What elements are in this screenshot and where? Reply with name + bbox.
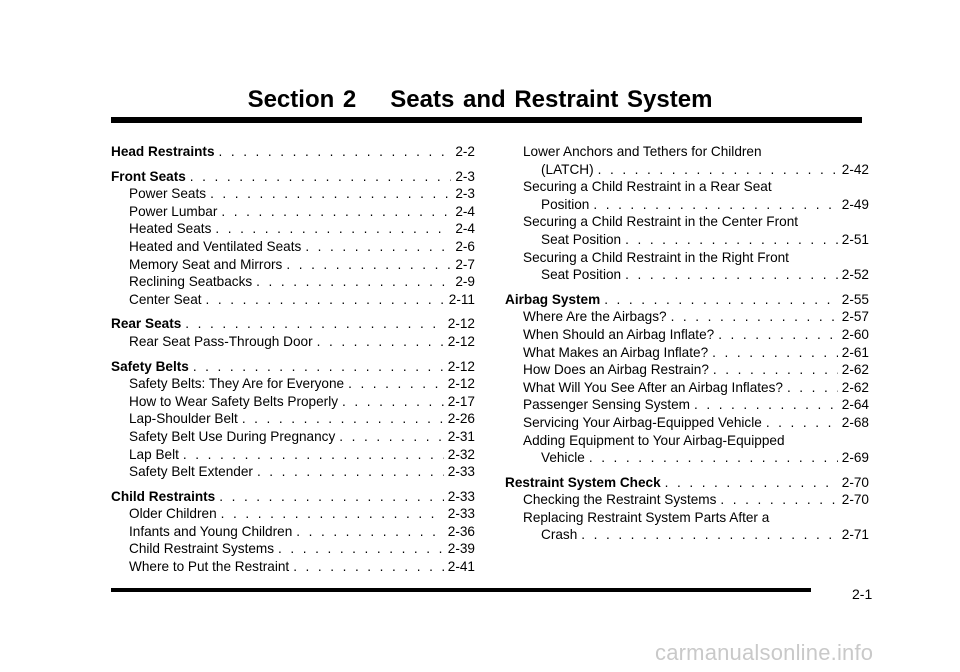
toc-entry xyxy=(111,463,475,481)
toc-entry-label: Where to Put the Restraint xyxy=(129,559,290,575)
dot-leader xyxy=(694,396,838,414)
toc-entry-page: 2-12 xyxy=(447,333,475,349)
toc-entry-label: Power Seats xyxy=(129,186,207,202)
toc-entry-page: 2-69 xyxy=(841,450,869,466)
toc-entry-label: Older Children xyxy=(129,506,217,522)
toc-entry xyxy=(505,213,869,248)
toc-entry-page: 2-57 xyxy=(841,309,869,325)
toc-entry-label: Head Restraints xyxy=(111,144,215,159)
toc-entry-label: Heated Seats xyxy=(129,221,212,237)
dot-leader xyxy=(589,449,838,467)
toc-entry-label: Child Restraint Systems xyxy=(129,541,275,557)
dot-leader xyxy=(219,143,452,161)
toc-entry xyxy=(505,178,869,213)
toc-entry-page: 2-62 xyxy=(841,379,869,395)
toc-entry-label-first-line: Adding Equipment to Your Airbag-Equipped xyxy=(523,432,785,448)
toc-entry xyxy=(505,344,869,362)
toc-entry xyxy=(505,326,869,344)
toc-entry-page: 2-4 xyxy=(455,203,475,219)
dot-leader xyxy=(221,505,444,523)
toc-entry-page: 2-51 xyxy=(841,231,869,247)
toc-entry xyxy=(505,379,869,397)
dot-leader xyxy=(317,333,444,351)
toc-entry-label: Center Seat xyxy=(129,291,202,307)
toc-entry-label: Safety Belt Extender xyxy=(129,464,253,480)
toc-entry xyxy=(111,428,475,446)
toc-entry xyxy=(505,396,869,414)
toc-entry xyxy=(505,491,869,509)
toc-entry-page: 2-2 xyxy=(455,144,475,159)
dot-leader xyxy=(712,344,838,362)
toc-entry-label-first-line: Replacing Restraint System Parts After a xyxy=(523,509,770,525)
toc-entry-page: 2-12 xyxy=(447,376,475,392)
dot-leader xyxy=(296,523,444,541)
toc-entry-label: Safety Belts: They Are for Everyone xyxy=(129,376,345,392)
dot-leader xyxy=(787,379,838,397)
page-title xyxy=(0,86,960,114)
toc-entry-page: 2-9 xyxy=(455,274,475,290)
toc-section-entry xyxy=(111,358,475,376)
toc-entry-page: 2-39 xyxy=(447,541,475,557)
toc-entry xyxy=(111,540,475,558)
toc-entry-page: 2-4 xyxy=(455,221,475,237)
toc-entry-page: 2-33 xyxy=(447,506,475,522)
toc-entry-page: 2-71 xyxy=(841,527,869,543)
toc-entry xyxy=(111,393,475,411)
toc-entry-label: Seat Position xyxy=(541,267,622,283)
dot-leader xyxy=(293,558,444,576)
toc-entry-page: 2-55 xyxy=(841,291,869,307)
toc-entry-page: 2-52 xyxy=(841,267,869,283)
toc-entry-page: 2-62 xyxy=(841,362,869,378)
toc-entry-label: Front Seats xyxy=(111,168,186,184)
toc-entry xyxy=(111,410,475,428)
dot-leader xyxy=(286,256,451,274)
dot-leader xyxy=(593,196,837,214)
toc-entry-label: How to Wear Safety Belts Properly xyxy=(129,393,339,409)
dot-leader xyxy=(193,358,444,376)
toc-entry-label: What Will You See After an Airbag Inflates? xyxy=(523,379,783,395)
toc-entry-label-first-line: Securing a Child Restraint in the Right Front xyxy=(523,249,789,265)
toc-entry-page: 2-41 xyxy=(447,559,475,575)
toc-entry-page: 2-36 xyxy=(447,523,475,539)
toc-entry-label: Seat Position xyxy=(541,231,622,247)
toc-column-right xyxy=(505,143,869,544)
dot-leader xyxy=(185,315,444,333)
toc-entry xyxy=(111,505,475,523)
toc-entry xyxy=(505,249,869,284)
toc-entry xyxy=(505,414,869,432)
toc-entry xyxy=(111,256,475,274)
toc-entry-page: 2-31 xyxy=(447,428,475,444)
toc-entry xyxy=(505,143,869,178)
toc-entry-label-first-line: Lower Anchors and Tethers for Children xyxy=(523,144,762,159)
toc-entry xyxy=(111,375,475,393)
toc-entry xyxy=(505,308,869,326)
toc-entry xyxy=(111,185,475,203)
toc-entry-page: 2-17 xyxy=(447,393,475,409)
toc-entry-page: 2-61 xyxy=(841,344,869,360)
dot-leader xyxy=(257,463,444,481)
dot-leader xyxy=(718,326,838,344)
toc-entry-page: 2-70 xyxy=(841,474,869,490)
toc-entry-label: Memory Seat and Mirrors xyxy=(129,256,283,272)
toc-section-entry xyxy=(111,315,475,333)
toc-entry-page: 2-6 xyxy=(455,238,475,254)
toc-entry-page: 2-11 xyxy=(448,291,475,307)
toc-column-left xyxy=(111,143,475,576)
toc-entry-page: 2-12 xyxy=(447,316,475,332)
dot-leader xyxy=(278,540,444,558)
toc-entry-page: 2-33 xyxy=(447,488,475,504)
toc-entry xyxy=(111,203,475,221)
section-label: Section 2 xyxy=(247,86,357,113)
toc-entry-page: 2-68 xyxy=(841,414,869,430)
toc-entry-page: 2-3 xyxy=(455,168,475,184)
toc-entry xyxy=(111,558,475,576)
toc-entry-label: Heated and Ventilated Seats xyxy=(129,238,302,254)
dot-leader xyxy=(581,526,838,544)
toc-entry-label: Passenger Sensing System xyxy=(523,397,690,413)
toc-entry-page: 2-26 xyxy=(447,411,475,427)
dot-leader xyxy=(183,446,444,464)
toc-section-entry xyxy=(111,488,475,506)
toc-entry-page: 2-32 xyxy=(447,446,475,462)
toc-entry-label: How Does an Airbag Restrain? xyxy=(523,362,709,378)
section-title: Seats and Restraint System xyxy=(390,86,713,113)
toc-entry-label: Servicing Your Airbag-Equipped Vehicle xyxy=(523,414,762,430)
dot-leader xyxy=(766,414,838,432)
toc-entry-page: 2-60 xyxy=(841,326,869,342)
toc-entry-page: 2-12 xyxy=(447,358,475,374)
toc-entry-label: Lap Belt xyxy=(129,446,179,462)
dot-leader xyxy=(348,375,444,393)
dot-leader xyxy=(256,273,451,291)
toc-entry-label: Restraint System Check xyxy=(505,474,661,490)
toc-entry-label-first-line: Securing a Child Restraint in a Rear Seat xyxy=(523,179,772,195)
dot-leader xyxy=(221,203,451,221)
page-number: 2-1 xyxy=(852,586,873,602)
dot-leader xyxy=(219,488,444,506)
toc-entry-label: Position xyxy=(541,196,590,212)
toc-entry-label: What Makes an Airbag Inflate? xyxy=(523,344,709,360)
toc-entry xyxy=(111,220,475,238)
toc-section-entry xyxy=(505,474,869,492)
header-rule xyxy=(111,117,862,123)
toc-entry-page: 2-3 xyxy=(455,186,475,202)
toc-section-entry xyxy=(111,143,475,161)
toc-entry-label: When Should an Airbag Inflate? xyxy=(523,326,715,342)
toc-entry-label: Safety Belts xyxy=(111,358,189,374)
toc-entry-label: Vehicle xyxy=(541,450,585,466)
dot-leader xyxy=(215,220,451,238)
toc-entry-label: Reclining Seatbacks xyxy=(129,274,253,290)
dot-leader xyxy=(625,231,838,249)
dot-leader xyxy=(598,161,838,179)
watermark-text: carmanualsonline.info xyxy=(655,640,874,665)
toc-section-entry xyxy=(505,291,869,309)
toc-entry-label: (LATCH) xyxy=(541,161,594,177)
dot-leader xyxy=(210,185,451,203)
footer-rule xyxy=(111,588,811,592)
dot-leader xyxy=(206,291,445,309)
toc-entry xyxy=(111,238,475,256)
toc-entry-label: Where Are the Airbags? xyxy=(523,309,667,325)
toc-entry-label: Infants and Young Children xyxy=(129,523,293,539)
toc-entry xyxy=(111,523,475,541)
toc-entry xyxy=(505,361,869,379)
toc-section-entry xyxy=(111,168,475,186)
toc-entry-label-first-line: Securing a Child Restraint in the Center Front xyxy=(523,214,799,230)
dot-leader xyxy=(671,308,838,326)
toc-entry xyxy=(505,509,869,544)
toc-entry-label: Child Restraints xyxy=(111,488,216,504)
toc-entry-label: Checking the Restraint Systems xyxy=(523,492,717,508)
toc-entry-label: Airbag System xyxy=(505,291,601,307)
dot-leader xyxy=(604,291,838,309)
toc-entry-label: Safety Belt Use During Pregnancy xyxy=(129,428,336,444)
toc-entry-label: Rear Seat Pass-Through Door xyxy=(129,333,313,349)
toc-entry-label: Rear Seats xyxy=(111,316,182,332)
toc-entry xyxy=(111,291,475,309)
dot-leader xyxy=(305,238,451,256)
dot-leader xyxy=(665,474,838,492)
toc-entry xyxy=(111,446,475,464)
dot-leader xyxy=(720,491,837,509)
toc-entry-page: 2-70 xyxy=(841,492,869,508)
toc-entry-label: Lap-Shoulder Belt xyxy=(129,411,238,427)
dot-leader xyxy=(713,361,838,379)
dot-leader xyxy=(242,410,444,428)
dot-leader xyxy=(190,168,452,186)
toc-entry-page: 2-42 xyxy=(841,161,869,177)
toc-entry-page: 2-64 xyxy=(841,397,869,413)
toc-entry-page: 2-7 xyxy=(455,256,475,272)
toc-entry-page: 2-49 xyxy=(841,196,869,212)
dot-leader xyxy=(625,266,838,284)
toc-entry-label: Power Lumbar xyxy=(129,203,218,219)
dot-leader xyxy=(339,428,444,446)
toc-entry-label: Crash xyxy=(541,527,578,543)
toc-entry xyxy=(111,333,475,351)
toc-entry xyxy=(505,432,869,467)
dot-leader xyxy=(342,393,444,411)
toc-entry-page: 2-33 xyxy=(447,464,475,480)
toc-entry xyxy=(111,273,475,291)
